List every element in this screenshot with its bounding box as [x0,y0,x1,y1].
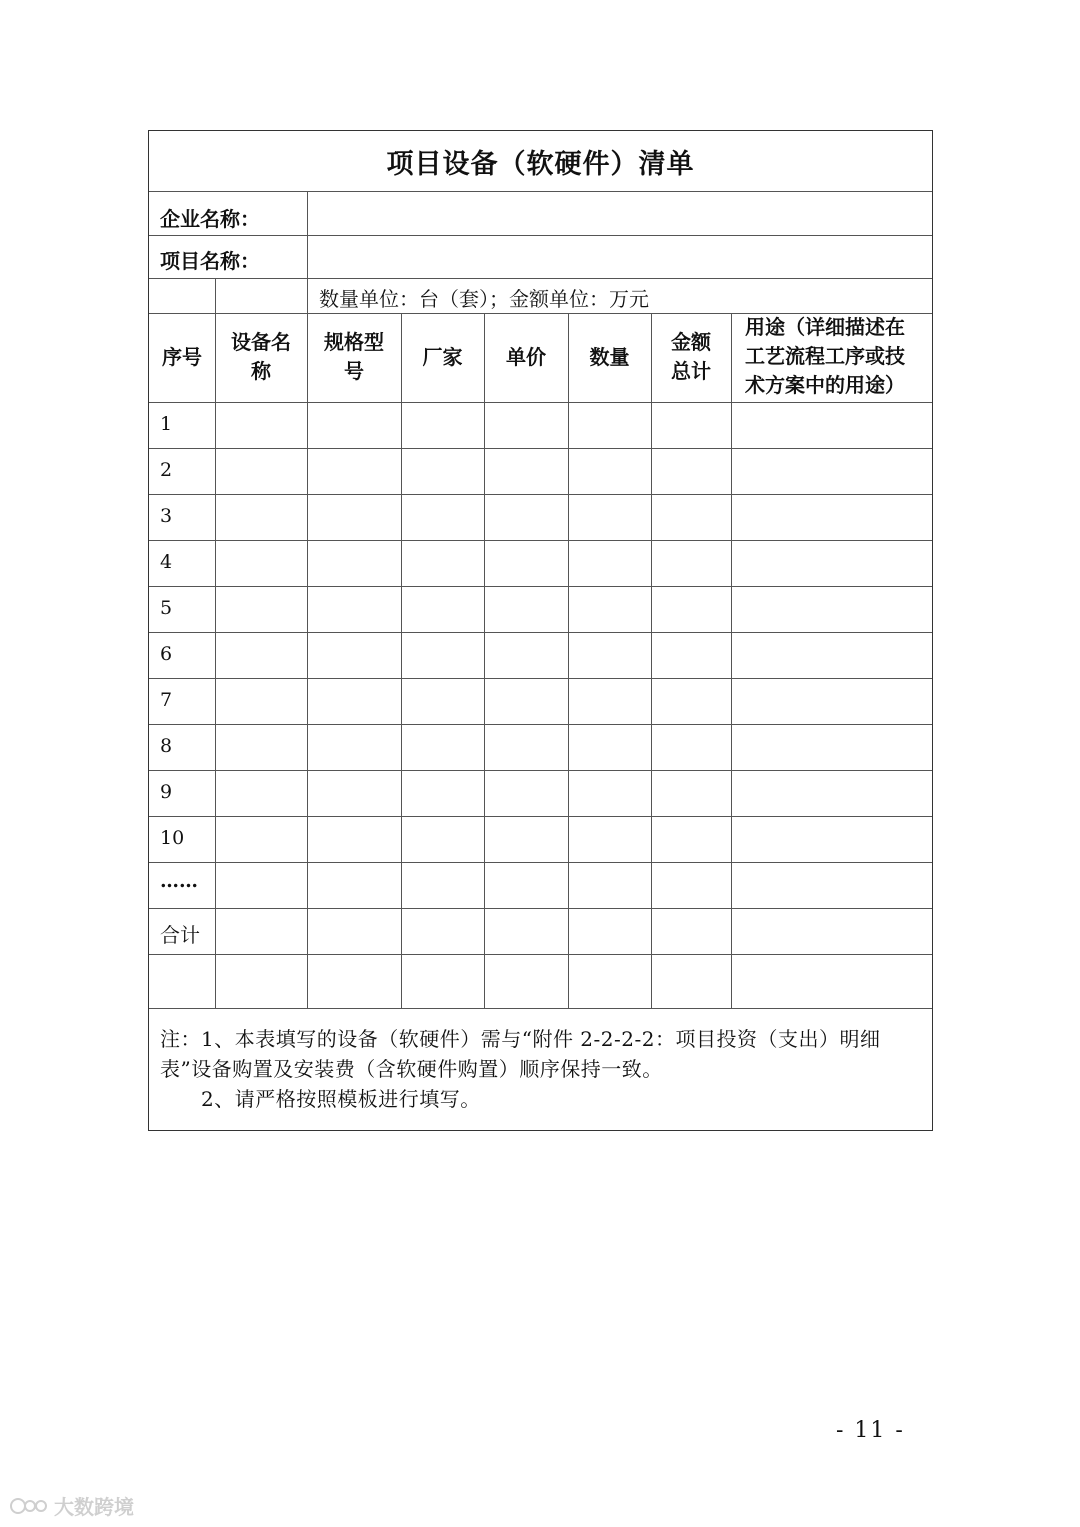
divider [484,313,485,1008]
header-text-line: 规格型 [324,330,384,354]
divider [149,402,932,403]
company-name-field[interactable] [309,192,932,234]
units-note: 数量单位：台（套）；金额单位：万元 [319,287,649,311]
divider [568,313,569,1008]
header-manufacturer: 厂家 [422,345,463,369]
divider [307,191,308,278]
header-text-line: 称 [251,359,271,383]
divider [401,313,402,1008]
project-name-label: 项目名称： [160,249,260,273]
divider [149,540,932,541]
watermark [10,1491,134,1520]
divider [149,862,932,863]
note-line: 表”设备购置及安装费（含软硬件购置）顺序保持一致。 [160,1057,663,1081]
watermark-text: 大数跨境 [54,1495,134,1519]
row-label: 4 [160,551,173,573]
header-seq: 序号 [162,345,202,369]
project-name-field[interactable] [309,236,932,277]
brand-logo-icon [10,1496,50,1516]
divider [149,494,932,495]
divider [149,724,932,725]
header-text-line: 设备名 [231,330,291,354]
header-equipment-name [215,328,307,386]
divider [731,313,732,1008]
company-name-label: 企业名称： [160,207,260,231]
row-label: 9 [160,781,173,803]
divider [149,908,932,909]
row-label: 6 [160,643,173,665]
header-text-line: 工艺流程工序或技 [745,344,905,368]
row-label: 5 [160,597,173,619]
note-line: 2、请严格按照模板进行填写。 [201,1087,481,1111]
divider [149,954,932,955]
divider [651,313,652,1008]
divider [149,278,932,279]
row-label-ellipsis: …… [160,870,198,892]
page-number: - 11 - [836,1418,905,1443]
row-label: 8 [160,735,173,757]
divider [149,448,932,449]
header-text-line: 金额 [671,330,711,354]
header-quantity: 数量 [589,345,630,369]
equipment-list-form [148,130,933,1131]
row-label-total: 合计 [160,923,200,947]
row-label: 10 [160,827,185,849]
row-label: 1 [160,413,173,435]
row-label: 7 [160,689,173,711]
divider [149,816,932,817]
divider [149,632,932,633]
header-usage [745,313,935,400]
divider [149,1008,932,1009]
header-text-line: 总计 [671,359,711,383]
divider [215,278,216,1008]
header-text-line: 术方案中的用途） [745,373,905,397]
header-spec-model [307,328,401,386]
header-unit-price: 单价 [506,345,546,369]
divider [149,770,932,771]
header-total-amount [651,328,731,386]
divider [307,278,308,1008]
form-title: 项目设备（软硬件）清单 [386,148,695,180]
divider [149,678,932,679]
header-text-line: 号 [344,359,364,383]
divider [149,586,932,587]
row-label: 2 [160,459,173,481]
row-label: 3 [160,505,173,527]
note-line: 注：1、本表填写的设备（软硬件）需与“附件 2-2-2-2：项目投资（支出）明细 [160,1027,881,1051]
header-text-line: 用途（详细描述在 [745,315,905,339]
